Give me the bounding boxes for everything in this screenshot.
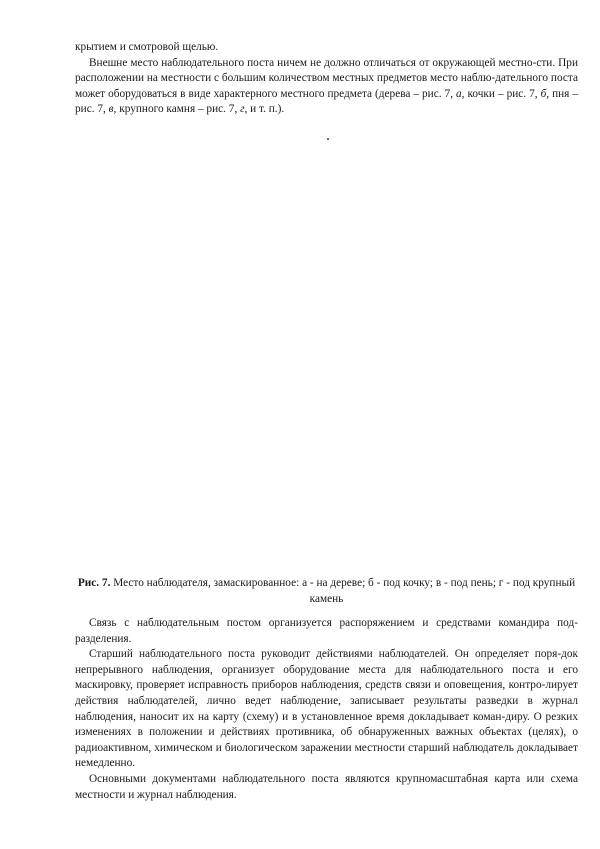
paragraph-continuation: крытием и смотровой щелью. bbox=[75, 41, 219, 53]
paragraph-senior-observer: Старший наблюдательного поста руководит действиями наблюдателей. Он определяет поря-док непрерывного наблюдения, организует оборудование места для наблюдательного поста и его маскировку, проверяет исправность приборов наблюдения, средств связи и оповещения, контро-лирует действия наблюдателей, лично ведет наблюдение, записывает результаты разведки в журнал наблюдения, наносит их на карту (схему) и в установленное время докладывает коман-диру. О резких изменениях в положении и действиях противника, об обнаруженных важных объектах (целях), о радиоактивном, химическом и биологическом заражении местности старший наблюдатель докладывает немедленно. bbox=[75, 648, 578, 770]
caption-text: Место наблюдателя, замаскированное: а - на дереве; б - под кочку; в - под пень; г - под крупный камень bbox=[110, 577, 576, 605]
top-text-block bbox=[75, 40, 578, 118]
caption-label: Рис. 7. bbox=[77, 577, 111, 589]
figure-7-image-area bbox=[75, 130, 578, 570]
paragraph-observation-post-appearance bbox=[75, 56, 578, 118]
bottom-text-block bbox=[75, 616, 578, 803]
text-run: пня – рис. 7, bbox=[75, 87, 578, 116]
text-run: и т. п.). bbox=[247, 103, 285, 116]
text-run: кочки – рис. 7, bbox=[464, 87, 541, 100]
text-run: Внешне место наблюдательного поста ничем не должно отличаться от окружающей местно-сти. При расположении на местности с большим количеством местных предметов место наблю-дательного поста может оборудоваться в виде характерного местного предмета (дерева – рис. 7, bbox=[75, 56, 578, 100]
figure-ref-v: в, bbox=[108, 103, 117, 116]
paragraph-communication: Связь с наблюдательным постом организуется распоряжением и средствами командира под-разделения. bbox=[75, 617, 578, 645]
figure-ref-a: а, bbox=[456, 87, 465, 100]
figure-caption bbox=[75, 576, 578, 607]
figure-ref-b: б, bbox=[540, 87, 550, 100]
paragraph-documents: Основными документами наблюдательного поста являются крупномасштабная карта или схема местности и журнал наблюдения. bbox=[75, 772, 578, 801]
figure-ref-g: г, bbox=[240, 103, 248, 116]
text-run: крупного камня – рис. 7, bbox=[116, 103, 241, 116]
figure-placeholder-dot bbox=[327, 138, 329, 140]
